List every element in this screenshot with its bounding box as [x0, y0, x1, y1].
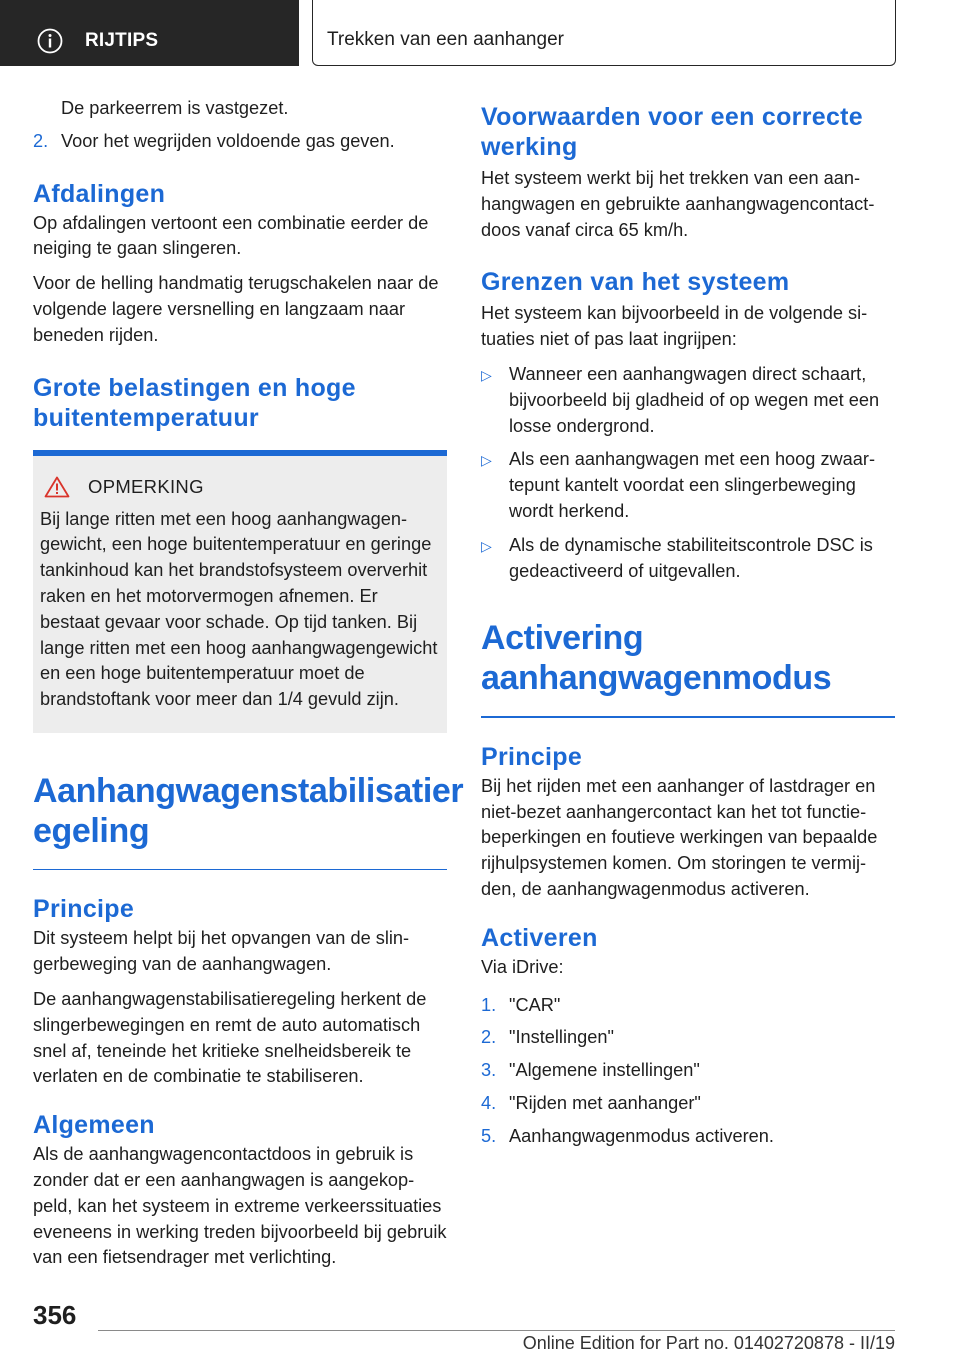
- list-item: [481, 533, 895, 585]
- steps-list: [481, 993, 895, 1150]
- header-category-label: RIJTIPS: [85, 30, 159, 51]
- left-column: [33, 96, 464, 1280]
- step-text: "CAR": [509, 994, 561, 1015]
- page-number: 356: [33, 1300, 77, 1330]
- paragraph-algemeen: Als de aanhangwagencontactdoos in gebruik is zonder dat er een aanhangwagen is aangekoppeld, kan het systeem in extreme verkeerssituaties eveneens in werking treden bijvoorbeeld bij gebruik van een fietsendrager met verlichting.: [33, 1144, 447, 1268]
- bullet-text: Als de dynamische stabiliteitscontrole DSC is gedeactiveerd of uitgevallen.: [509, 534, 873, 581]
- bullet-list: [481, 362, 895, 584]
- step-text: Aanhangwagenmodus activeren.: [509, 1125, 774, 1146]
- paragraph-afdalingen-2: Voor de helling handmatig terugschakelen naar de volgende lagere versnelling en langzaam naar beneden rijden.: [33, 273, 439, 345]
- heading-afdalingen: Afdalingen: [33, 179, 166, 208]
- right-column: [481, 102, 895, 1157]
- footer-edition-text: Online Edition for Part no. 01402720878 - II/19: [522, 1333, 895, 1353]
- list-item: [481, 1058, 895, 1084]
- step-number: 1.: [481, 994, 497, 1015]
- heading-activeren: Activeren: [481, 923, 598, 952]
- heading-algemeen: Algemeen: [33, 1111, 155, 1140]
- info-icon: [37, 28, 63, 54]
- paragraph-via-idrive: Via iDrive:: [481, 956, 564, 977]
- triangle-right-bullet-icon: ▷: [481, 366, 492, 383]
- heading-grote-belastingen: Grote belastingen en hoge buitentemperatuur: [33, 373, 356, 432]
- paragraph-voorwaarden: Het systeem werkt bij het trekken van een aanhangwagen en gebruikte aanhangwagencontactdoos vanaf circa 65 km/h.: [481, 168, 875, 240]
- list-item: [481, 1124, 895, 1150]
- bullet-text: Als een aanhangwagen met een hoog zwaartepunt kantelt voordat een slingerbeweging wordt herkend.: [509, 449, 876, 521]
- heading-activering-aanhangwagenmodus: Activering aanhangwagenmodus: [481, 619, 832, 698]
- section-divider: [481, 716, 895, 718]
- paragraph-afdalingen-1: Op afdalingen vertoont een combinatie eerder de neiging te gaan slingeren.: [33, 212, 429, 259]
- paragraph-principe-1: Dit systeem helpt bij het opvangen van de slingerbeweging van de aanhangwagen.: [33, 928, 410, 975]
- step-text: "Rijden met aanhanger": [509, 1093, 701, 1114]
- page-title: Trekken van een aanhanger: [327, 29, 564, 50]
- warning-triangle-icon: [44, 476, 70, 498]
- list-item: [33, 129, 447, 155]
- step-text: Voor het wegrijden voldoende gas geven.: [61, 130, 395, 151]
- triangle-right-bullet-icon: ▷: [481, 452, 492, 469]
- section-divider: [33, 869, 447, 871]
- list-item: [481, 362, 895, 439]
- step-number: 2.: [481, 1027, 497, 1048]
- step-number: 5.: [481, 1125, 497, 1146]
- paragraph-principe-2: De aanhangwagenstabilisatieregeling herkent de slingerbewegingen en remt de auto automatisch snel af, teneinde het kritieke snelheidsbereik te verlaten en de combinatie te stabiliseren.: [33, 989, 427, 1087]
- footer-divider: [98, 1330, 895, 1331]
- heading-principe: Principe: [33, 895, 135, 924]
- list-item: [481, 447, 895, 524]
- header-title-box: [312, 0, 896, 66]
- step-number: 3.: [481, 1060, 497, 1081]
- bullet-text: Wanneer een aanhangwagen direct schaart, bijvoorbeeld bij gladheid of op wegen met een losse ondergrond.: [509, 363, 880, 436]
- step-text: "Algemene instellingen": [509, 1060, 700, 1081]
- notice-header: [44, 476, 439, 498]
- paragraph-principe: Bij het rijden met een aanhanger of lastdrager en niet-bezet aanhangercontact kan het tot functiebeperkingen en foutieve werkingen van bepaalde rijhulpsystemen komen. Om storingen te vermijden, de aanhangwagenmodus activeren.: [481, 775, 878, 900]
- step-1-continuation: De parkeerrem is vastgezet.: [61, 98, 289, 118]
- step-number: 2.: [33, 130, 49, 151]
- heading-voorwaarden: Voorwaarden voor een correcte werking: [481, 103, 863, 161]
- notice-label: OPMERKING: [88, 475, 204, 497]
- list-item: [481, 1025, 895, 1051]
- step-number: 4.: [481, 1093, 497, 1114]
- heading-principe: Principe: [481, 742, 583, 771]
- triangle-right-bullet-icon: ▷: [481, 537, 492, 554]
- list-item: [481, 993, 895, 1019]
- notice-text: Bij lange ritten met een hoog aanhangwagengewicht, een hoge buitentemperatuur en geringe tankinhoud kan het brandstofsysteem oververhit raken en het motorvermogen afnemen. Er bestaat gevaar voor schade. Op tijd tanken. Bij lange ritten met een hoog aanhangwagengewicht en een hoge buitentemperatuur moet de brandstoftank voor meer dan 1/4 gevuld zijn.: [40, 508, 438, 710]
- paragraph-grenzen: Het systeem kan bijvoorbeeld in de volgende situaties niet of pas laat ingrijpen:: [481, 303, 868, 350]
- heading-aanhangwagenstabilisatieregeling: Aanhangwagenstabilisatier egeling: [33, 771, 464, 850]
- header-category-tab: [0, 0, 299, 66]
- notice-box: [33, 450, 447, 733]
- heading-grenzen: Grenzen van het systeem: [481, 268, 790, 297]
- list-item: [481, 1091, 895, 1117]
- step-text: "Instellingen": [509, 1027, 614, 1048]
